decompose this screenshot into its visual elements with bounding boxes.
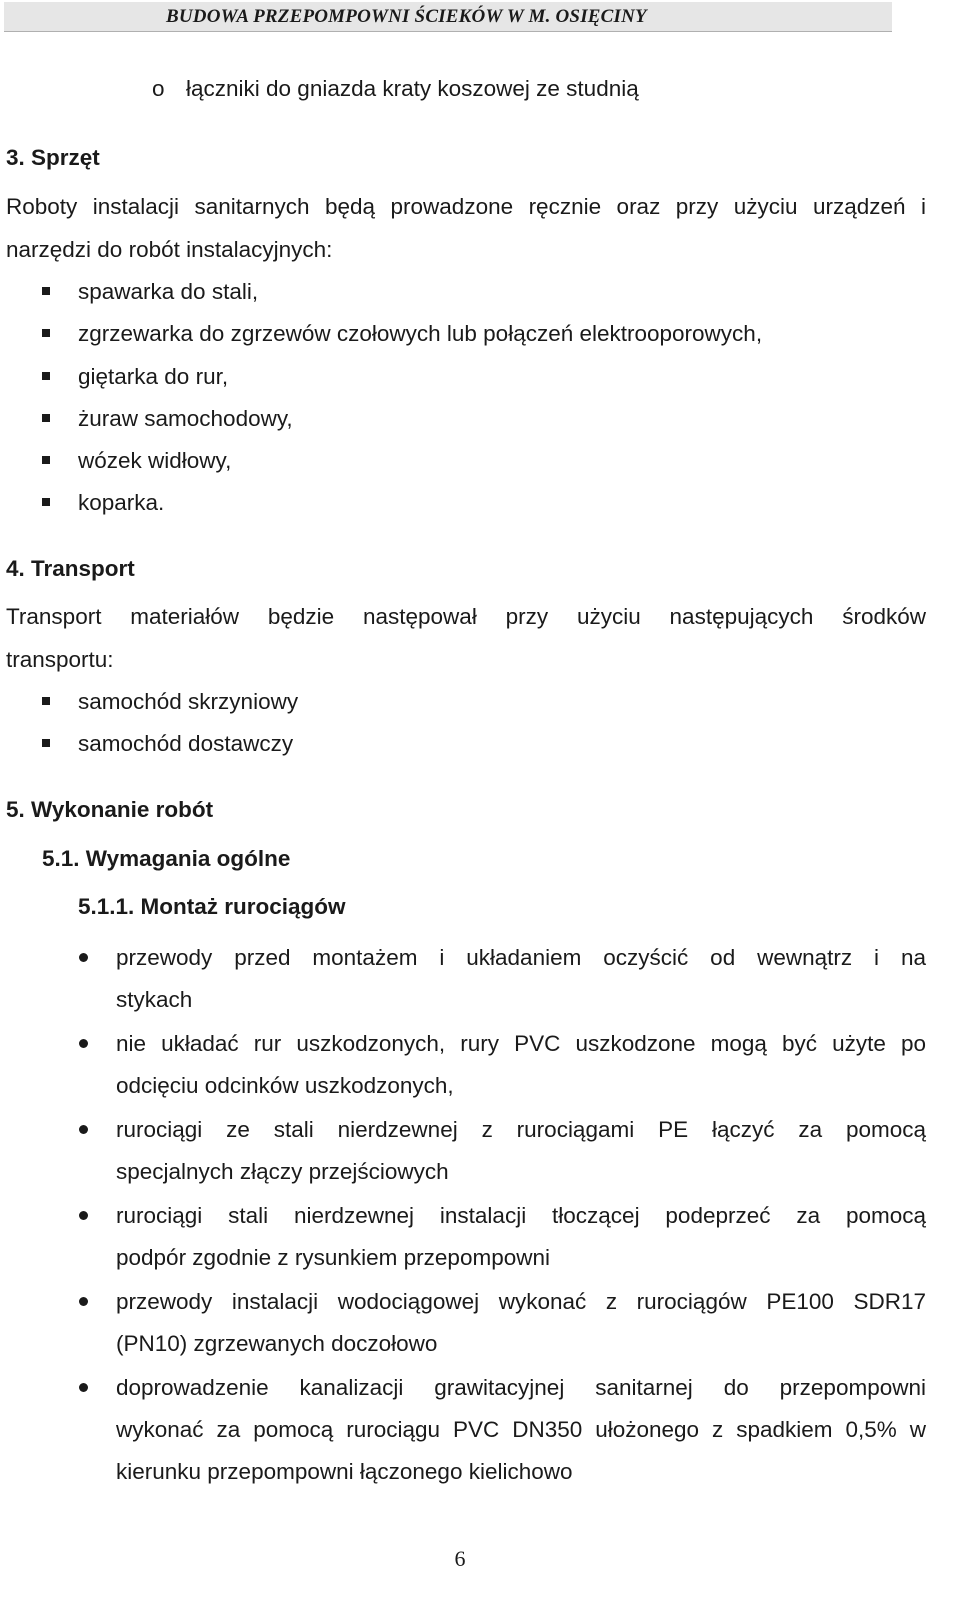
square-bullet-icon [42, 456, 50, 464]
section-heading-3: 3. Sprzęt [6, 145, 100, 170]
paragraph-line: transportu: [6, 647, 114, 672]
paragraph-line: narzędzi do robót instalacyjnych: [6, 237, 333, 262]
bullet-text-line: podpór zgodnie z rysunkiem przepompowni [116, 1245, 550, 1270]
bullet-text-line: przewody przed montażem i układaniem oczyścić od wewnątrz i na [116, 945, 926, 970]
list-item: żuraw samochodowy, [78, 406, 293, 431]
bullet-dot-icon [79, 1039, 88, 1048]
square-bullet-icon [42, 498, 50, 506]
bullet-text-line: nie układać rur uszkodzonych, rury PVC uszkodzone mogą być użyte po [116, 1031, 926, 1056]
bullet-dot-icon [79, 1125, 88, 1134]
list-item: spawarka do stali, [78, 279, 259, 304]
bullet-text-line: doprowadzenie kanalizacji grawitacyjnej sanitarnej do przepompowni [116, 1375, 926, 1400]
bullet-text-line: stykach [116, 987, 193, 1012]
list-item: samochód dostawczy [78, 731, 294, 756]
bullet-dot-icon [79, 1297, 88, 1306]
square-bullet-icon [42, 739, 50, 747]
paragraph-line: Transport materiałów będzie następował przy użyciu następujących środków [6, 604, 926, 629]
page-number: 6 [454, 1546, 466, 1571]
bullet-text-line: rurociągi ze stali nierdzewnej z rurociągami PE łączyć za pomocą [116, 1117, 926, 1142]
section-heading-5: 5. Wykonanie robót [6, 797, 214, 822]
bullet-text-line: specjalnych złączy przejściowych [116, 1159, 449, 1184]
bullet-text-line: (PN10) zgrzewanych doczołowo [116, 1331, 438, 1356]
paragraph-line: Roboty instalacji sanitarnych będą prowadzone ręcznie oraz przy użyciu urządzeń i [6, 194, 926, 219]
bullet-dot-icon [79, 953, 88, 962]
document-header: BUDOWA PRZEPOMPOWNI ŚCIEKÓW W M. OSIĘCINY [4, 2, 892, 32]
section-heading-4: 4. Transport [6, 556, 135, 581]
bullet-dot-icon [79, 1383, 88, 1392]
square-bullet-icon [42, 287, 50, 295]
bullet-text-line: przewody instalacji wodociągowej wykonać z rurociągów PE100 SDR17 [116, 1289, 926, 1314]
square-bullet-icon [42, 329, 50, 337]
square-bullet-icon [42, 414, 50, 422]
list-item: koparka. [78, 490, 165, 515]
list-item: giętarka do rur, [78, 364, 229, 389]
bullet-text-line: rurociągi stali nierdzewnej instalacji tłoczącej podeprzeć za pomocą [116, 1203, 926, 1228]
square-bullet-icon [42, 697, 50, 705]
list-item: wózek widłowy, [78, 448, 232, 473]
subsection-heading-5-1: 5.1. Wymagania ogólne [42, 846, 291, 871]
bullet-text-line: wykonać za pomocą rurociągu PVC DN350 ułożonego z spadkiem 0,5% w [116, 1417, 926, 1442]
list-marker-o: o [152, 76, 165, 101]
list-item: samochód skrzyniowy [78, 689, 299, 714]
list-item: łączniki do gniazda kraty koszowej ze studnią [186, 76, 639, 101]
subsection-heading-5-1-1: 5.1.1. Montaż rurociągów [78, 894, 346, 919]
square-bullet-icon [42, 372, 50, 380]
bullet-dot-icon [79, 1211, 88, 1220]
bullet-text-line: odcięciu odcinków uszkodzonych, [116, 1073, 454, 1098]
list-item: zgrzewarka do zgrzewów czołowych lub połączeń elektrooporowych, [78, 321, 763, 346]
bullet-text-line: kierunku przepompowni łączonego kielichowo [116, 1459, 573, 1484]
